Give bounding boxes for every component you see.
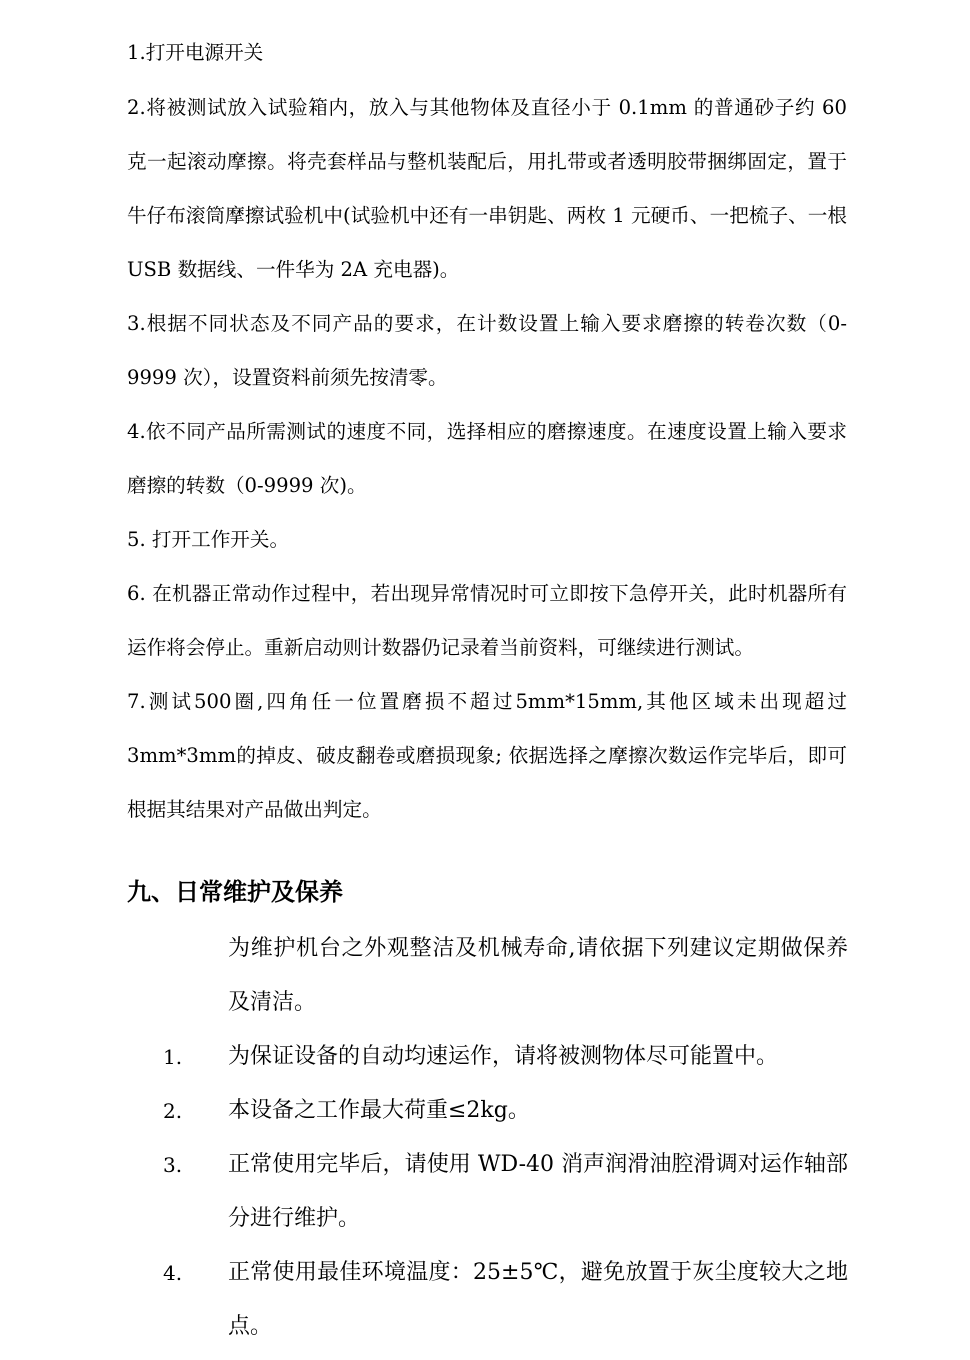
operation-step-1: 1.打开电源开关	[127, 41, 264, 64]
operation-step-3: 3.根据不同状态及不同产品的要求，在计数设置上输入要求磨擦的转卷次数（0-9999 次），设置资料前须先按清零。	[127, 312, 847, 389]
operation-step-4: 4.依不同产品所需测试的速度不同，选择相应的磨擦速度。在速度设置上输入要求磨擦的转数（0-9999 次)。	[127, 420, 847, 497]
maintenance-item-text: 正常使用最佳环境温度：25±5℃，避免放置于灰尘度较大之地点。	[228, 1260, 848, 1339]
section-heading: 九、日常维护及保养	[127, 878, 343, 906]
maintenance-item-number: 4.	[163, 1261, 183, 1285]
operation-step-7: 7.测试500圈,四角任一位置磨损不超过5mm*15mm,其他区域未出现超过3mm*3mm的掉皮、破皮翻卷或磨损现象; 依据选择之摩擦次数运作完毕后，即可根据其结果对产品做出判定。	[127, 690, 847, 821]
maintenance-item-text: 本设备之工作最大荷重≤2kg。	[228, 1098, 530, 1123]
maintenance-item-text: 为保证设备的自动均速运作，请将被测物体尽可能置中。	[228, 1044, 779, 1069]
maintenance-intro: 为维护机台之外观整洁及机械寿命,请依据下列建议定期做保养及清洁。	[228, 936, 848, 1015]
maintenance-item-number: 3.	[163, 1153, 183, 1177]
operation-step-2: 2.将被测试放入试验箱内，放入与其他物体及直径小于 0.1mm 的普通砂子约 60 克一起滚动摩擦。将壳套样品与整机装配后，用扎带或者透明胶带捆绑固定，置于牛仔布滚筒摩擦试验机中(试验机中还有一串钥匙、两枚 1 元硬币、一把梳子、一根 USB 数据线、一件华为 2A 充电器)。	[127, 96, 847, 281]
maintenance-item-number: 1.	[163, 1045, 183, 1069]
maintenance-item-number: 2.	[163, 1099, 183, 1123]
operation-step-6: 6. 在机器正常动作过程中，若出现异常情况时可立即按下急停开关，此时机器所有运作将会停止。重新启动则计数器仍记录着当前资料，可继续进行测试。	[127, 582, 847, 659]
maintenance-item-text: 正常使用完毕后，请使用 WD-40 消声润滑油腔滑调对运作轴部分进行维护。	[228, 1152, 848, 1231]
operation-step-5: 5. 打开工作开关。	[127, 528, 290, 551]
